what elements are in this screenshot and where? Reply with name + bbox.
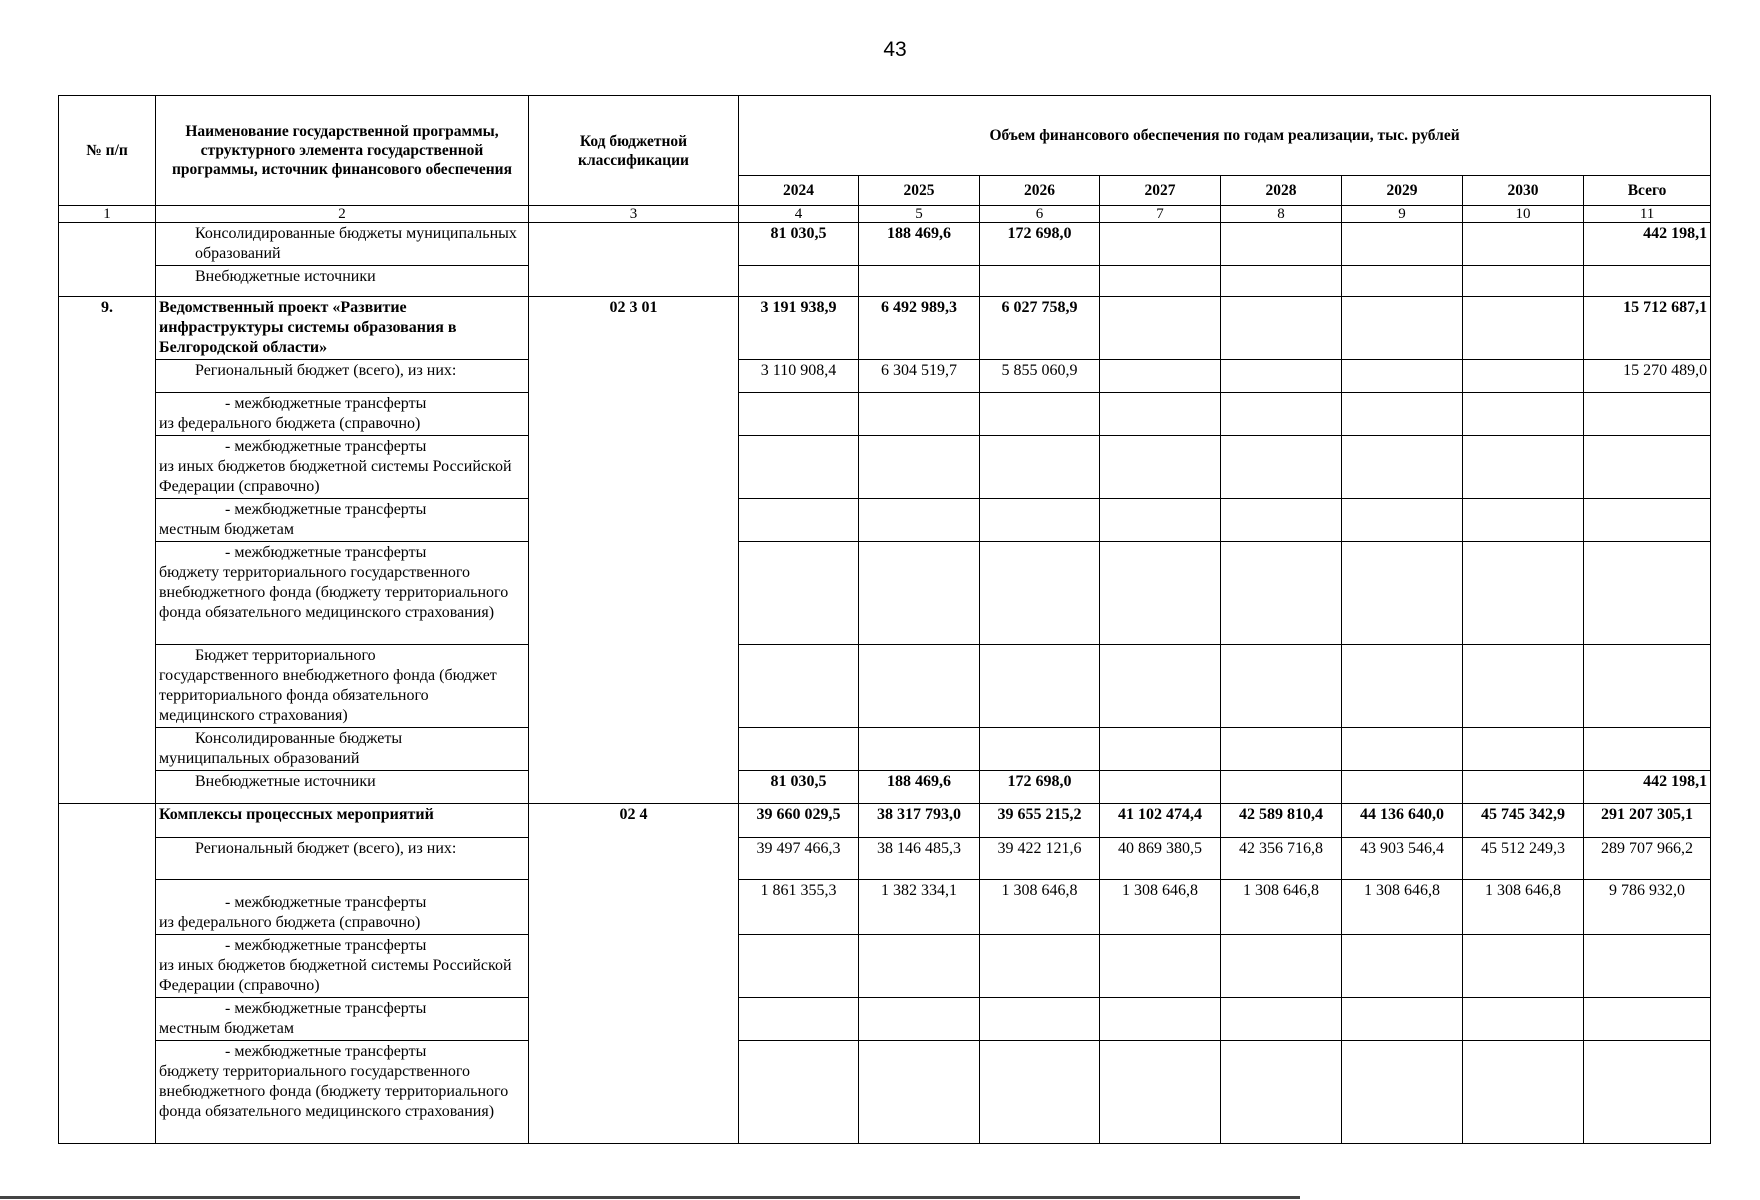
table-row: [59, 223, 1711, 266]
value-cell: [1584, 393, 1711, 436]
year-2025: 2025: [859, 176, 980, 206]
value-cell: [980, 266, 1100, 297]
value-cell: [1221, 436, 1342, 499]
value-cell: 442 198,1: [1584, 223, 1711, 266]
row-name: Консолидированные бюджеты муниципальных образований: [156, 728, 529, 771]
budget-code: 02 4: [529, 804, 739, 1144]
value-cell: [1221, 542, 1342, 645]
value-cell: 188 469,6: [859, 223, 980, 266]
value-cell: [1221, 998, 1342, 1041]
page-number: 43: [883, 38, 907, 61]
year-total: Всего: [1584, 176, 1711, 206]
header-no: № п/п: [59, 96, 156, 206]
value-cell: [859, 499, 980, 542]
value-cell: [1342, 771, 1463, 804]
value-cell: 81 030,5: [739, 223, 859, 266]
header-row: [59, 96, 1711, 176]
value-cell: [1100, 728, 1221, 771]
value-cell: [980, 645, 1100, 728]
value-cell: [739, 499, 859, 542]
table-row: [59, 1041, 1711, 1144]
value-cell: [1100, 499, 1221, 542]
value-cell: [1342, 223, 1463, 266]
value-cell: [1100, 266, 1221, 297]
col-num: 11: [1584, 206, 1711, 223]
row-name: - межбюджетные трансферты местным бюджетам: [156, 998, 529, 1041]
value-cell: [1342, 542, 1463, 645]
value-cell: 3 191 938,9: [739, 297, 859, 360]
value-cell: 1 308 646,8: [1342, 880, 1463, 935]
value-cell: [1342, 1041, 1463, 1144]
value-cell: [1463, 1041, 1584, 1144]
value-cell: [1463, 266, 1584, 297]
value-cell: [739, 1041, 859, 1144]
col-num: 5: [859, 206, 980, 223]
value-cell: [739, 393, 859, 436]
value-cell: [980, 393, 1100, 436]
value-cell: 15 712 687,1: [1584, 297, 1711, 360]
value-cell: [739, 436, 859, 499]
row-name: Региональный бюджет (всего), из них:: [156, 360, 529, 393]
table-row: [59, 880, 1711, 935]
value-cell: [1221, 360, 1342, 393]
index-cell-empty: [59, 804, 156, 1144]
value-cell: 44 136 640,0: [1342, 804, 1463, 838]
value-cell: [1100, 436, 1221, 499]
value-cell: [1584, 266, 1711, 297]
budget-table: [58, 95, 1711, 1144]
value-cell: [1100, 1041, 1221, 1144]
value-cell: [1221, 728, 1342, 771]
table-row: [59, 998, 1711, 1041]
table-row: [59, 499, 1711, 542]
col-num: 2: [156, 206, 529, 223]
year-2028: 2028: [1221, 176, 1342, 206]
value-cell: [1100, 935, 1221, 998]
row-name: - межбюджетные трансферты местным бюджетам: [156, 499, 529, 542]
value-cell: [1342, 360, 1463, 393]
value-cell: [739, 728, 859, 771]
value-cell: 6 304 519,7: [859, 360, 980, 393]
value-cell: [1463, 998, 1584, 1041]
value-cell: [1463, 360, 1584, 393]
value-cell: [1221, 771, 1342, 804]
value-cell: 442 198,1: [1584, 771, 1711, 804]
value-cell: [1221, 1041, 1342, 1144]
value-cell: [980, 499, 1100, 542]
value-cell: [980, 998, 1100, 1041]
value-cell: [980, 1041, 1100, 1144]
value-cell: 6 492 989,3: [859, 297, 980, 360]
value-cell: [1463, 542, 1584, 645]
table-row: [59, 838, 1711, 880]
value-cell: 289 707 966,2: [1584, 838, 1711, 880]
value-cell: [1100, 771, 1221, 804]
value-cell: [980, 542, 1100, 645]
value-cell: [1584, 499, 1711, 542]
value-cell: 15 270 489,0: [1584, 360, 1711, 393]
value-cell: [1342, 393, 1463, 436]
value-cell: [1463, 771, 1584, 804]
table-row: [59, 542, 1711, 645]
value-cell: [1463, 935, 1584, 998]
row-name: - межбюджетные трансферты из федерального бюджета (справочно): [156, 880, 529, 935]
value-cell: 45 512 249,3: [1463, 838, 1584, 880]
value-cell: [739, 266, 859, 297]
row-name: Бюджет территориального государственного внебюджетного фонда (бюджет территориального фонда обязательного медицинского страхования): [156, 645, 529, 728]
value-cell: [859, 935, 980, 998]
value-cell: [1221, 935, 1342, 998]
value-cell: [1463, 645, 1584, 728]
value-cell: [1584, 542, 1711, 645]
value-cell: [859, 542, 980, 645]
value-cell: [1463, 499, 1584, 542]
column-numbers-row: [59, 206, 1711, 223]
value-cell: [739, 998, 859, 1041]
table-row: [59, 266, 1711, 297]
value-cell: 39 422 121,6: [980, 838, 1100, 880]
value-cell: 1 308 646,8: [1221, 880, 1342, 935]
budget-code: 02 3 01: [529, 297, 739, 804]
value-cell: 42 356 716,8: [1221, 838, 1342, 880]
value-cell: [859, 645, 980, 728]
value-cell: [1584, 998, 1711, 1041]
value-cell: 9 786 932,0: [1584, 880, 1711, 935]
value-cell: [1584, 436, 1711, 499]
value-cell: 38 146 485,3: [859, 838, 980, 880]
row-name: - межбюджетные трансферты из иных бюджетов бюджетной системы Российской Федерации (справочно): [156, 436, 529, 499]
value-cell: [980, 935, 1100, 998]
value-cell: [1221, 223, 1342, 266]
row-index: 9.: [59, 297, 156, 804]
value-cell: 1 308 646,8: [1100, 880, 1221, 935]
value-cell: [859, 1041, 980, 1144]
row-name: - межбюджетные трансферты бюджету территориального государственного внебюджетного фонда (бюджету территориального фонда обязательного медицинского страхования): [156, 542, 529, 645]
year-2029: 2029: [1342, 176, 1463, 206]
value-cell: [1584, 645, 1711, 728]
value-cell: 291 207 305,1: [1584, 804, 1711, 838]
value-cell: 172 698,0: [980, 223, 1100, 266]
value-cell: [1584, 728, 1711, 771]
header-code: Код бюджетной классификации: [529, 96, 739, 206]
year-2026: 2026: [980, 176, 1100, 206]
value-cell: [1584, 935, 1711, 998]
value-cell: [1463, 223, 1584, 266]
complex-name: Комплексы процессных мероприятий: [156, 804, 529, 838]
col-num: 9: [1342, 206, 1463, 223]
value-cell: 39 497 466,3: [739, 838, 859, 880]
col-num: 4: [739, 206, 859, 223]
value-cell: 39 660 029,5: [739, 804, 859, 838]
value-cell: [739, 935, 859, 998]
value-cell: [739, 542, 859, 645]
value-cell: 172 698,0: [980, 771, 1100, 804]
row-name: - межбюджетные трансферты бюджету территориального государственного внебюджетного фонда (бюджету территориального фонда обязательного медицинского страхования): [156, 1041, 529, 1144]
row-name: Консолидированные бюджеты муниципальных образований: [156, 223, 529, 266]
header-volume: Объем финансового обеспечения по годам реализации, тыс. рублей: [739, 96, 1711, 176]
value-cell: 3 110 908,4: [739, 360, 859, 393]
value-cell: [1463, 393, 1584, 436]
row-name: - межбюджетные трансферты из иных бюджетов бюджетной системы Российской Федерации (справочно): [156, 935, 529, 998]
col-num: 1: [59, 206, 156, 223]
value-cell: [859, 436, 980, 499]
value-cell: [1463, 297, 1584, 360]
table-row: [59, 804, 1711, 838]
value-cell: [1584, 1041, 1711, 1144]
value-cell: [1100, 297, 1221, 360]
value-cell: [1342, 998, 1463, 1041]
col-num: 6: [980, 206, 1100, 223]
col-num: 7: [1100, 206, 1221, 223]
table-row: [59, 771, 1711, 804]
value-cell: [1342, 297, 1463, 360]
table-row: [59, 645, 1711, 728]
value-cell: 45 745 342,9: [1463, 804, 1584, 838]
value-cell: [1221, 645, 1342, 728]
col-num: 3: [529, 206, 739, 223]
value-cell: [1342, 935, 1463, 998]
project-name: Ведомственный проект «Развитие инфраструктуры системы образования в Белгородской области»: [156, 297, 529, 360]
value-cell: [1100, 998, 1221, 1041]
value-cell: 43 903 546,4: [1342, 838, 1463, 880]
value-cell: 5 855 060,9: [980, 360, 1100, 393]
value-cell: [1221, 393, 1342, 436]
year-2030: 2030: [1463, 176, 1584, 206]
value-cell: [1100, 360, 1221, 393]
value-cell: [1100, 223, 1221, 266]
value-cell: [980, 436, 1100, 499]
table-row: [59, 935, 1711, 998]
col-num: 8: [1221, 206, 1342, 223]
value-cell: [859, 728, 980, 771]
year-2024: 2024: [739, 176, 859, 206]
value-cell: 42 589 810,4: [1221, 804, 1342, 838]
value-cell: 1 861 355,3: [739, 880, 859, 935]
value-cell: 40 869 380,5: [1100, 838, 1221, 880]
value-cell: [1463, 436, 1584, 499]
index-cell-empty: [59, 223, 156, 297]
value-cell: [859, 266, 980, 297]
row-name: Внебюджетные источники: [156, 266, 529, 297]
col-num: 10: [1463, 206, 1584, 223]
value-cell: [859, 393, 980, 436]
year-2027: 2027: [1100, 176, 1221, 206]
value-cell: [1342, 436, 1463, 499]
value-cell: 81 030,5: [739, 771, 859, 804]
value-cell: [980, 728, 1100, 771]
value-cell: 188 469,6: [859, 771, 980, 804]
value-cell: [1463, 728, 1584, 771]
value-cell: [1221, 266, 1342, 297]
value-cell: [1342, 266, 1463, 297]
value-cell: [1342, 645, 1463, 728]
code-cell-empty: [529, 223, 739, 297]
value-cell: [1100, 542, 1221, 645]
table-row: [59, 436, 1711, 499]
row-name: Региональный бюджет (всего), из них:: [156, 838, 529, 880]
value-cell: [1221, 499, 1342, 542]
value-cell: [739, 645, 859, 728]
value-cell: 38 317 793,0: [859, 804, 980, 838]
value-cell: 39 655 215,2: [980, 804, 1100, 838]
value-cell: 1 382 334,1: [859, 880, 980, 935]
value-cell: [1100, 645, 1221, 728]
value-cell: [1221, 297, 1342, 360]
value-cell: 1 308 646,8: [980, 880, 1100, 935]
row-name: Внебюджетные источники: [156, 771, 529, 804]
value-cell: [859, 998, 980, 1041]
value-cell: 6 027 758,9: [980, 297, 1100, 360]
table-row: [59, 360, 1711, 393]
value-cell: [1342, 499, 1463, 542]
row-name: - межбюджетные трансферты из федерального бюджета (справочно): [156, 393, 529, 436]
header-name: Наименование государственной программы, структурного элемента государственной программы, источник финансового обеспечения: [156, 96, 529, 206]
value-cell: 41 102 474,4: [1100, 804, 1221, 838]
value-cell: 1 308 646,8: [1463, 880, 1584, 935]
table-row: [59, 393, 1711, 436]
page-bottom-rule: [0, 1196, 1300, 1199]
value-cell: [1342, 728, 1463, 771]
value-cell: [1100, 393, 1221, 436]
table-row: [59, 728, 1711, 771]
table-row: [59, 297, 1711, 360]
